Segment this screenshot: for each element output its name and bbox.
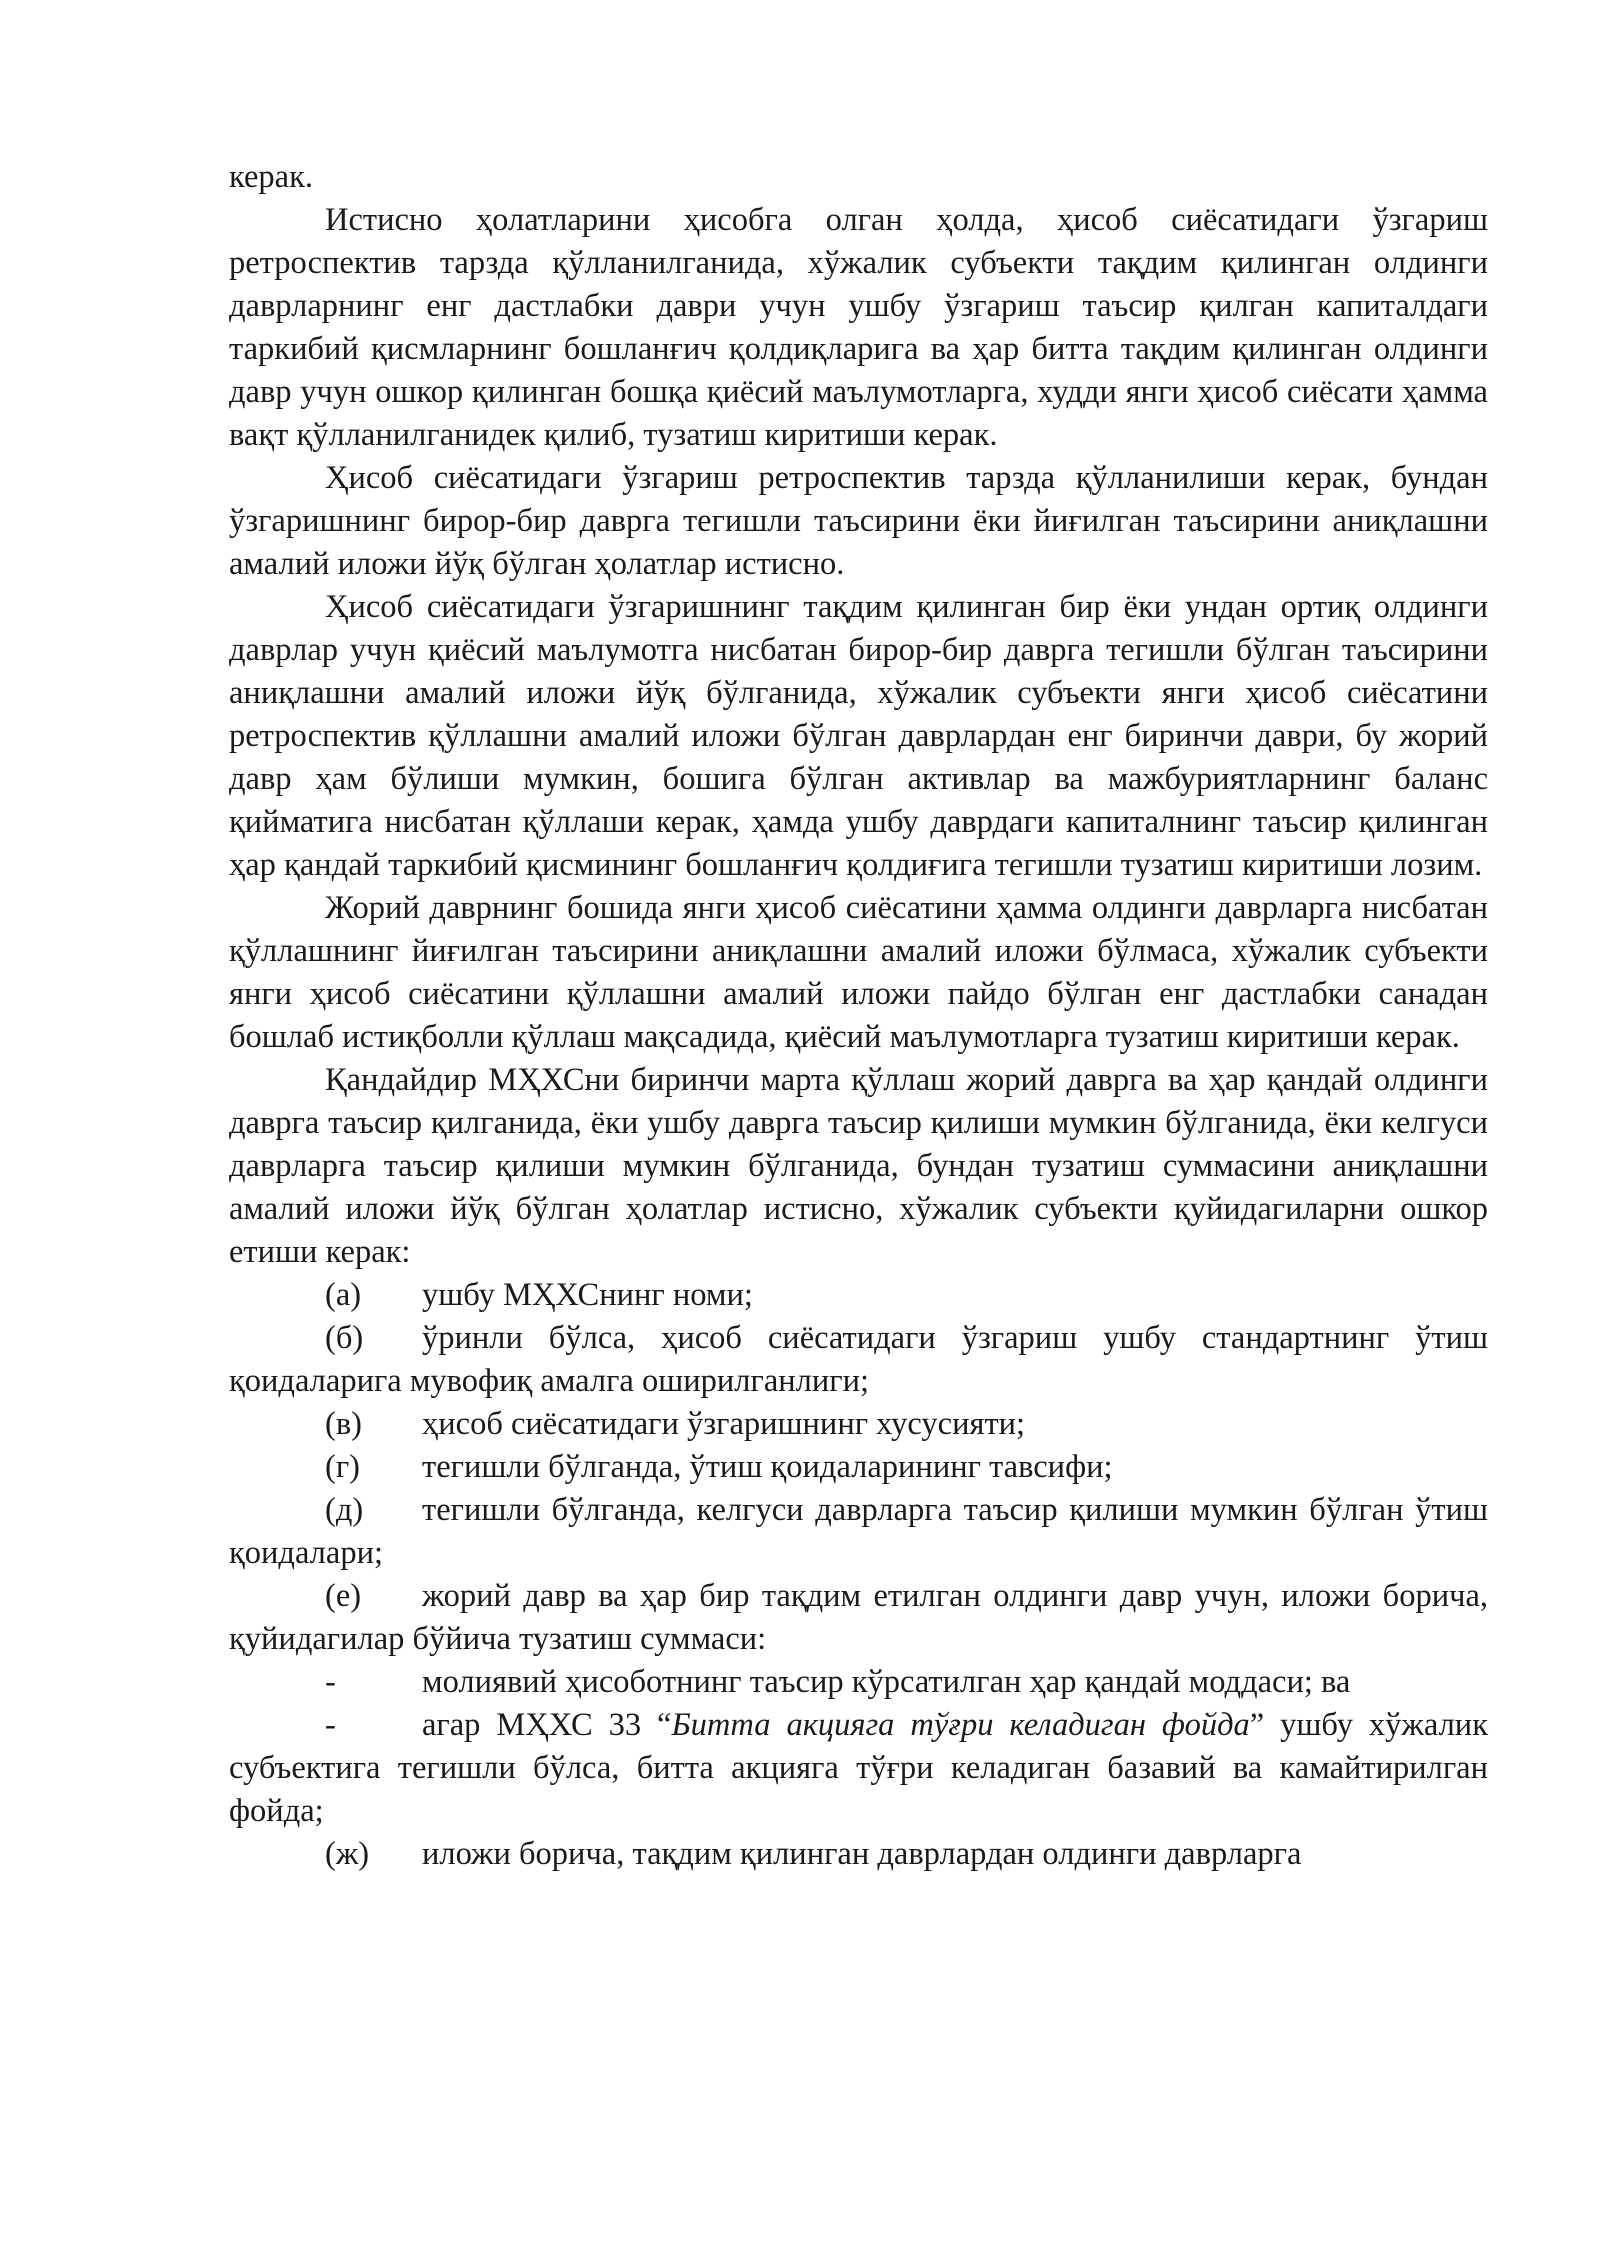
list-item: [229, 1833, 1488, 1876]
dash-list-item: [229, 1661, 1488, 1704]
list-item-text: тегишли бўлганда, келгуси даврларга таъсир қилиши мумкин бўлган ўтиш қоидалари;: [229, 1492, 1488, 1571]
dash-marker: -: [325, 1664, 336, 1700]
list-item-text: жорий давр ва ҳар бир тақдим етилган олдинги давр учун, иложи борича, қуйидагилар бўйича тузатиш суммаси:: [229, 1578, 1488, 1657]
paragraph: Истисно ҳолатларини ҳисобга олган ҳолда, ҳисоб сиёсатидаги ўзгариш ретроспектив тарзда қўлланилганида, хўжалик субъекти тақдим қилинган олдинги даврларнинг енг дастлабки даври учун ушбу ўзгариш таъсир қилган капиталдаги таркибий қисмларнинг бошланғич қолдиқларига ва ҳар битта тақдим қилинган олдинги давр учун ошкор қилинган бошқа қиёсий маълумотларга, худди янги ҳисоб сиёсати ҳамма вақт қўлланилганидек қилиб, тузатиш киритиши керак.: [229, 202, 1488, 453]
dash-list-item: [229, 1704, 1488, 1833]
dash-marker: -: [325, 1707, 336, 1743]
list-marker: (ж): [325, 1836, 370, 1872]
list-marker: (а): [325, 1277, 362, 1313]
list-item: [229, 1274, 1488, 1317]
dash-item-text-before: агар МҲХС 33 “: [422, 1707, 672, 1743]
paragraph-continuation: керак.: [229, 159, 313, 195]
standard-title: Битта акцияга тўғри келадиган фойда: [671, 1707, 1250, 1743]
list-item-text: иложи борича, тақдим қилинган даврлардан олдинги даврларга: [422, 1836, 1302, 1872]
list-item: [229, 1403, 1488, 1446]
list-marker: (б): [325, 1320, 364, 1356]
list-item-text: ўринли бўлса, ҳисоб сиёсатидаги ўзгариш ушбу стандартнинг ўтиш қоидаларига мувофиқ амалга оширилганлиги;: [229, 1320, 1488, 1399]
list-marker: (в): [325, 1406, 362, 1442]
list-marker: (д): [325, 1492, 364, 1528]
paragraph: Жорий даврнинг бошида янги ҳисоб сиёсатини ҳамма олдинги даврларга нисбатан қўллашнинг йиғилган таъсирини аниқлашни амалий иложи бўлмаса, хўжалик субъекти янги ҳисоб сиёсатини қўллашни амалий иложи пайдо бўлган енг дастлабки санадан бошлаб истиқболли қўллаш мақсадида, қиёсий маълумотларга тузатиш киритиши керак.: [229, 890, 1488, 1055]
list-marker: (г): [325, 1449, 360, 1485]
dash-item-text: молиявий ҳисоботнинг таъсир кўрсатилган ҳар қандай моддаси; ва: [422, 1664, 1351, 1700]
list-item: [229, 1489, 1488, 1575]
list-item-text: ушбу МҲХСнинг номи;: [422, 1277, 753, 1313]
paragraph: Ҳисоб сиёсатидаги ўзгариш ретроспектив тарзда қўлланилиши керак, бундан ўзгаришнинг бирор-бир даврга тегишли таъсирини ёки йиғилган таъсирини аниқлашни амалий иложи йўқ бўлган ҳолатлар истисно.: [229, 460, 1488, 582]
list-item-text: ҳисоб сиёсатидаги ўзгаришнинг хусусияти;: [422, 1406, 1026, 1442]
list-marker: (е): [325, 1578, 362, 1614]
paragraph: Қандайдир МҲХСни биринчи марта қўллаш жорий даврга ва ҳар қандай олдинги даврга таъсир қилганида, ёки ушбу даврга таъсир қилиши мумкин бўлганида, ёки келгуси даврларга таъсир қилиши мумкин бўлганида, бундан тузатиш суммасини аниқлашни амалий иложи йўқ бўлган ҳолатлар истисно, хўжалик субъекти қуйидагиларни ошкор етиши керак:: [229, 1062, 1488, 1270]
paragraph: Ҳисоб сиёсатидаги ўзгаришнинг тақдим қилинган бир ёки ундан ортиқ олдинги даврлар учун қиёсий маълумотга нисбатан бирор-бир даврга тегишли бўлган таъсирини аниқлашни амалий иложи йўқ бўлганида, хўжалик субъекти янги ҳисоб сиёсатини ретроспектив қўллашни амалий иложи бўлган даврлардан енг биринчи даври, бу жорий давр ҳам бўлиши мумкин, бошига бўлган активлар ва мажбуриятларнинг баланс қийматига нисбатан қўллаши керак, ҳамда ушбу даврдаги капиталнинг таъсир қилинган ҳар қандай таркибий қисмининг бошланғич қолдиғига тегишли тузатиш киритиши лозим.: [229, 589, 1488, 883]
list-item: [229, 1446, 1488, 1489]
list-item: [229, 1575, 1488, 1661]
dash-item-text-after: ” ушбу хўжалик субъектига тегишли бўлса, битта акцияга тўғри келадиган базавий ва камайтирилган фойда;: [229, 1707, 1488, 1829]
list-item: [229, 1317, 1488, 1403]
list-item-text: тегишли бўлганда, ўтиш қоидаларининг тавсифи;: [422, 1449, 1113, 1485]
